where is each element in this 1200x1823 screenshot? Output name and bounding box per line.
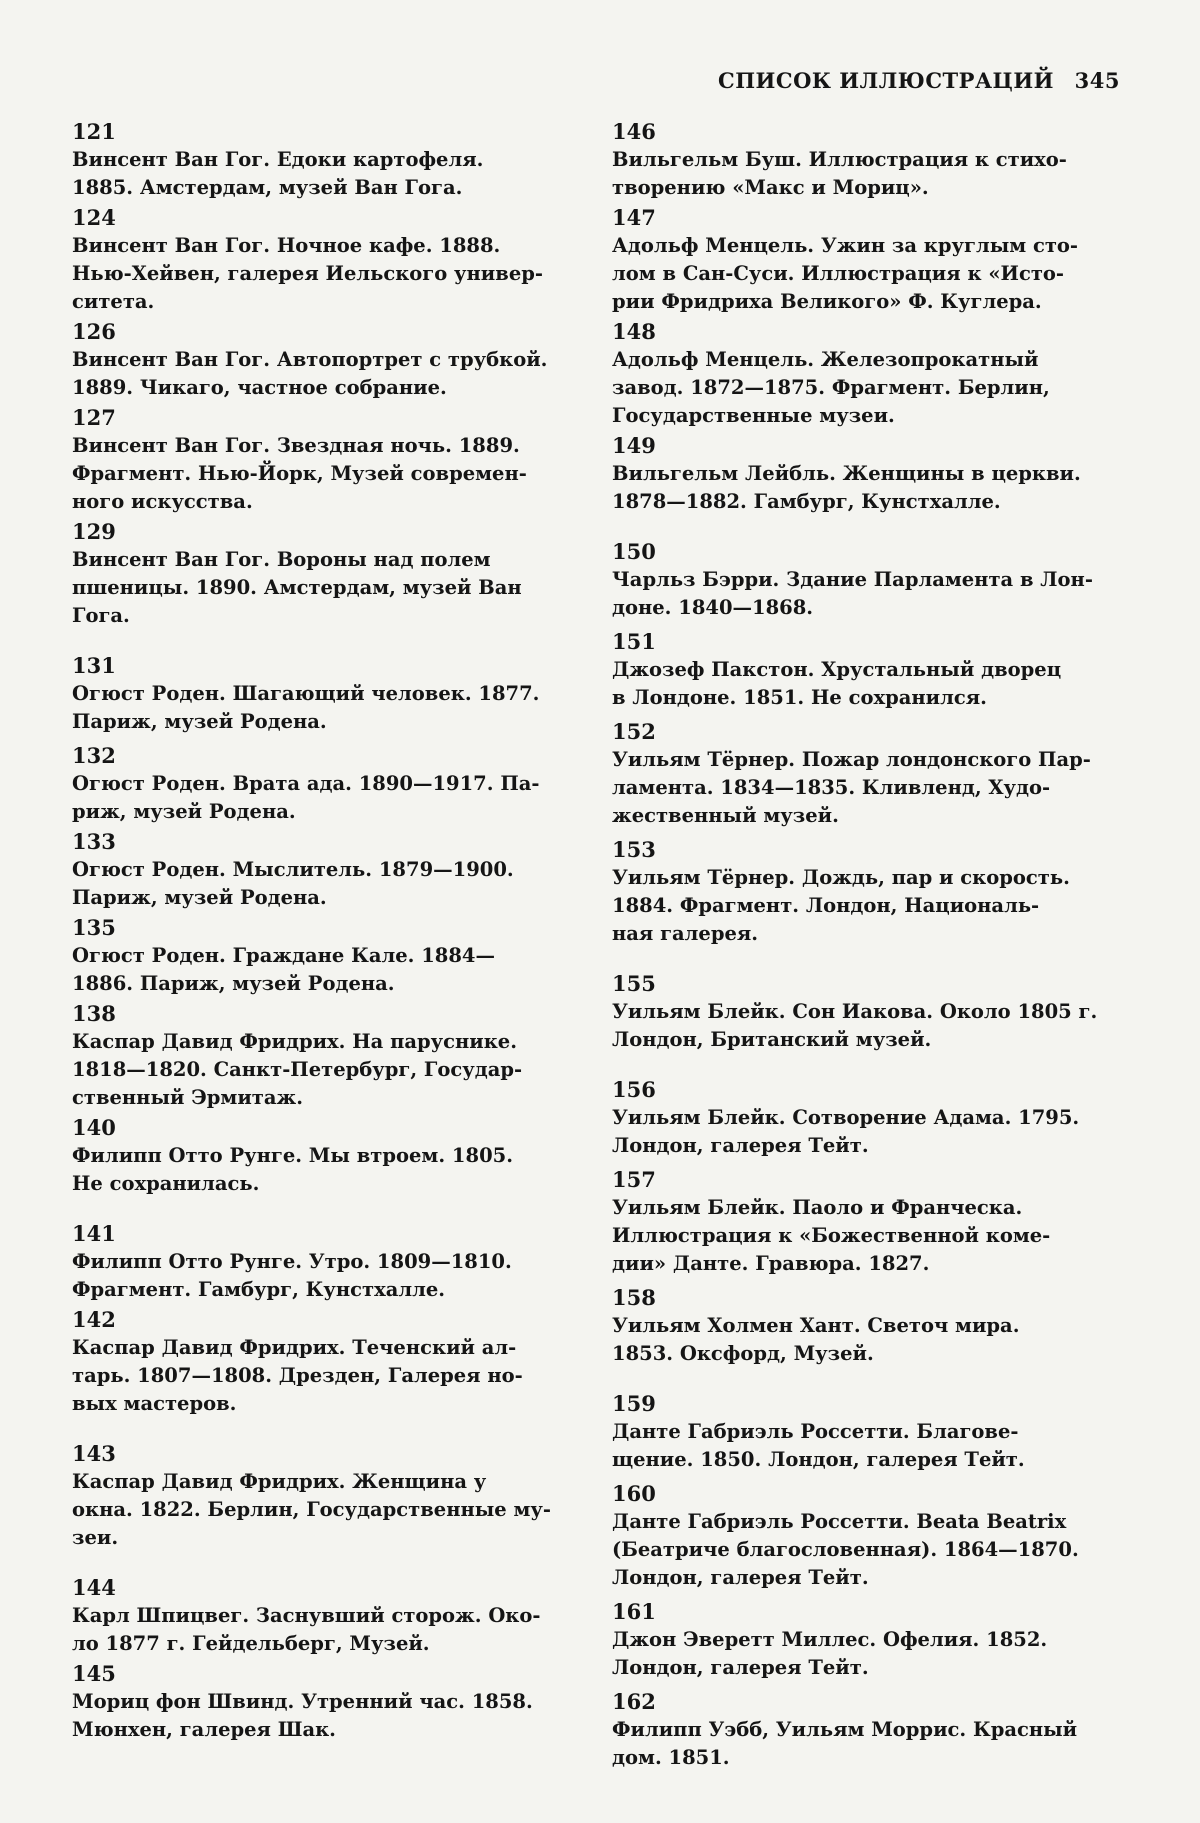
- entry-caption: Карл Шпицвег. Заснувший сторож. Око- ло 1877 г. Гейдельберг, Музей.: [72, 1604, 541, 1655]
- illustration-entry: [612, 1076, 1124, 1160]
- illustration-entry: [72, 742, 584, 826]
- illustration-entry: [612, 1390, 1124, 1474]
- illustration-entry: [72, 1220, 584, 1304]
- entry-caption: Каспар Давид Фридрих. Теченский ал- тарь. 1807—1808. Дрезден, Галерея но- вых мастеров.: [72, 1336, 523, 1415]
- illustration-entry: [72, 1000, 584, 1112]
- illustration-entry: [612, 1166, 1124, 1278]
- entry-caption: Уильям Холмен Хант. Светоч мира. 1853. Оксфорд, Музей.: [612, 1314, 1020, 1365]
- entry-caption: Винсент Ван Гог. Вороны над полем пшеницы. 1890. Амстердам, музей Ван Гога.: [72, 548, 522, 627]
- entry-number: 144: [72, 1575, 116, 1600]
- entry-caption: Адольф Менцель. Железопрокатный завод. 1872—1875. Фрагмент. Берлин, Государственные музеи.: [612, 348, 1050, 427]
- left-column: [72, 118, 584, 1744]
- entry-number: 161: [612, 1599, 656, 1624]
- entry-caption: Огюст Роден. Мыслитель. 1879—1900. Париж, музей Родена.: [72, 858, 514, 909]
- illustration-entry: [612, 1688, 1124, 1772]
- entry-number: 151: [612, 629, 656, 654]
- entry-number: 132: [72, 743, 116, 768]
- entry-number: 160: [612, 1481, 656, 1506]
- entry-caption: Вильгельм Буш. Иллюстрация к стихо- творению «Макс и Мориц».: [612, 148, 1067, 199]
- entry-caption: Филипп Уэбб, Уильям Моррис. Красный дом. 1851.: [612, 1718, 1078, 1769]
- entry-number: 149: [612, 433, 656, 458]
- illustration-entry: [612, 1480, 1124, 1592]
- entry-caption: Винсент Ван Гог. Автопортрет с трубкой. 1889. Чикаго, частное собрание.: [72, 348, 548, 399]
- running-header: [718, 68, 1120, 93]
- entry-caption: Данте Габриэль Россетти. Благове- щение. 1850. Лондон, галерея Тейт.: [612, 1420, 1025, 1471]
- entry-number: 141: [72, 1221, 116, 1246]
- illustration-entry: [72, 652, 584, 736]
- entry-number: 147: [612, 205, 656, 230]
- entry-caption: Джон Эверетт Миллес. Офелия. 1852. Лондон, галерея Тейт.: [612, 1628, 1048, 1679]
- illustration-entry: [72, 318, 584, 402]
- entry-caption: Каспар Давид Фридрих. Женщина у окна. 1822. Берлин, Государственные му- зеи.: [72, 1470, 551, 1549]
- entry-number: 158: [612, 1285, 656, 1310]
- entry-number: 138: [72, 1001, 116, 1026]
- illustration-entry: [612, 628, 1124, 712]
- entry-caption: Филипп Отто Рунге. Утро. 1809—1810. Фрагмент. Гамбург, Кунстхалле.: [72, 1250, 512, 1301]
- illustration-entry: [72, 204, 584, 316]
- entry-caption: Адольф Менцель. Ужин за круглым сто- лом в Сан-Суси. Иллюстрация к «Исто- рии Фридриха Великого» Ф. Куглера.: [612, 234, 1079, 313]
- illustration-entry: [72, 1114, 584, 1198]
- entry-number: 140: [72, 1115, 116, 1140]
- entry-number: 156: [612, 1077, 656, 1102]
- illustration-entry: [72, 1440, 584, 1552]
- entry-caption: Винсент Ван Гог. Звездная ночь. 1889. Фрагмент. Нью-Йорк, Музей современ- ного искусства.: [72, 434, 527, 513]
- entry-number: 159: [612, 1391, 656, 1416]
- illustration-entry: [612, 118, 1124, 202]
- illustration-entry: [72, 1660, 584, 1744]
- entry-caption: Уильям Тёрнер. Дождь, пар и скорость. 1884. Фрагмент. Лондон, Националь- ная галерея.: [612, 866, 1070, 945]
- entry-number: 127: [72, 405, 116, 430]
- illustration-entry: [72, 828, 584, 912]
- illustration-entry: [72, 1306, 584, 1418]
- entry-number: 155: [612, 971, 656, 996]
- entry-number: 142: [72, 1307, 116, 1332]
- entry-number: 129: [72, 519, 116, 544]
- right-column: [612, 118, 1124, 1772]
- entry-caption: Уильям Блейк. Сотворение Адама. 1795. Лондон, галерея Тейт.: [612, 1106, 1080, 1157]
- entry-number: 157: [612, 1167, 656, 1192]
- entry-number: 153: [612, 837, 656, 862]
- entry-caption: Уильям Блейк. Сон Иакова. Около 1805 г. Лондон, Британский музей.: [612, 1000, 1098, 1051]
- illustration-entry: [72, 118, 584, 202]
- entry-number: 143: [72, 1441, 116, 1466]
- entry-caption: Мориц фон Швинд. Утренний час. 1858. Мюнхен, галерея Шак.: [72, 1690, 533, 1741]
- illustration-entry: [612, 1598, 1124, 1682]
- illustration-entry: [612, 318, 1124, 430]
- illustration-entry: [612, 538, 1124, 622]
- entry-caption: Огюст Роден. Шагающий человек. 1877. Париж, музей Родена.: [72, 682, 540, 733]
- entry-caption: Огюст Роден. Врата ада. 1890—1917. Па- риж, музей Родена.: [72, 772, 540, 823]
- illustration-entry: [612, 970, 1124, 1054]
- entry-caption: Каспар Давид Фридрих. На паруснике. 1818—1820. Санкт-Петербург, Государ- ственный Эрмитаж.: [72, 1030, 523, 1109]
- running-header-title: СПИСОК ИЛЛЮСТРАЦИЙ: [718, 68, 1055, 93]
- entry-number: 124: [72, 205, 116, 230]
- entry-caption: Огюст Роден. Граждане Кале. 1884— 1886. Париж, музей Родена.: [72, 944, 496, 995]
- entry-number: 126: [72, 319, 116, 344]
- entry-number: 145: [72, 1661, 116, 1686]
- illustration-entry: [612, 432, 1124, 516]
- entry-caption: Винсент Ван Гог. Едоки картофеля. 1885. Амстердам, музей Ван Гога.: [72, 148, 484, 199]
- entry-number: 162: [612, 1689, 656, 1714]
- illustration-entry: [72, 518, 584, 630]
- entry-caption: Вильгельм Лейбль. Женщины в церкви. 1878—1882. Гамбург, Кунстхалле.: [612, 462, 1081, 513]
- illustration-entry: [612, 204, 1124, 316]
- illustration-entry: [612, 836, 1124, 948]
- entry-number: 135: [72, 915, 116, 940]
- entry-number: 121: [72, 119, 116, 144]
- entry-caption: Чарльз Бэрри. Здание Парламента в Лон- доне. 1840—1868.: [612, 568, 1093, 619]
- entry-caption: Данте Габриэль Россетти. Beata Beatrix (Беатриче благословенная). 1864—1870. Лондон, галерея Тейт.: [612, 1510, 1079, 1589]
- entry-caption: Джозеф Пакстон. Хрустальный дворец в Лондоне. 1851. Не сохранился.: [612, 658, 1062, 709]
- entry-number: 152: [612, 719, 656, 744]
- entry-number: 146: [612, 119, 656, 144]
- entry-number: 131: [72, 653, 116, 678]
- illustration-entry: [72, 404, 584, 516]
- entry-number: 150: [612, 539, 656, 564]
- page-number: 345: [1074, 68, 1120, 93]
- entry-number: 133: [72, 829, 116, 854]
- illustration-entry: [612, 1284, 1124, 1368]
- illustration-entry: [612, 718, 1124, 830]
- entry-caption: Филипп Отто Рунге. Мы втроем. 1805. Не сохранилась.: [72, 1144, 513, 1195]
- entry-caption: Уильям Блейк. Паоло и Франческа. Иллюстрация к «Божественной коме- дии» Данте. Гравюра. 1827.: [612, 1196, 1051, 1275]
- illustration-entry: [72, 914, 584, 998]
- entry-caption: Уильям Тёрнер. Пожар лондонского Пар- ламента. 1834—1835. Кливленд, Худо- жественный музей.: [612, 748, 1091, 827]
- entry-caption: Винсент Ван Гог. Ночное кафе. 1888. Нью-Хейвен, галерея Иельского универ- ситета.: [72, 234, 543, 313]
- entry-number: 148: [612, 319, 656, 344]
- illustration-entry: [72, 1574, 584, 1658]
